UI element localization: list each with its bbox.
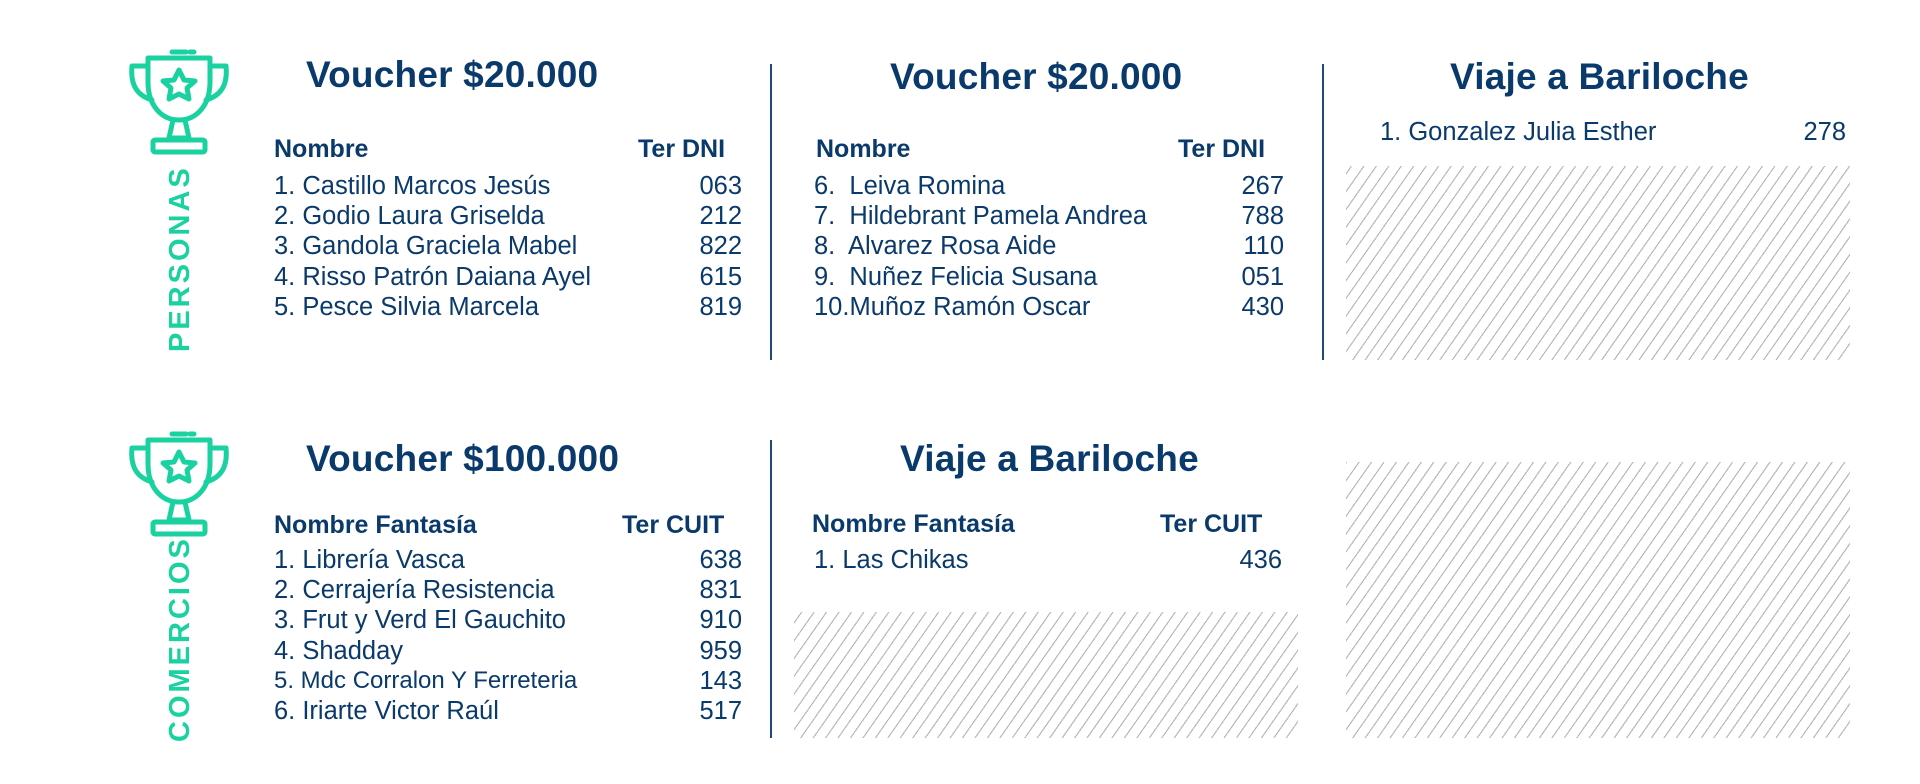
winner-id: 959 [699,636,742,665]
winner-id: 910 [699,606,742,635]
winner-name: 1. Castillo Marcos Jesús [274,172,551,200]
list-item [814,201,1284,231]
winner-id: 517 [699,697,742,726]
winner-id: 051 [1241,262,1284,291]
column-header-name: Nombre [274,135,369,163]
list-item [274,666,742,696]
winner-id: 143 [699,666,742,695]
list-item [274,575,742,605]
empty-hatched-area [1346,166,1850,360]
winner-name: 3. Frut y Verd El Gauchito [274,606,566,635]
winner-id: 638 [699,546,742,574]
winner-id: 822 [699,232,742,261]
panel-title: Voucher $20.000 [306,54,599,95]
column-header-name: Nombre Fantasía [274,511,477,539]
panel-title: Viaje a Bariloche [1450,56,1749,97]
trophy-star-icon [126,48,232,156]
winner-id: 212 [699,202,742,231]
winners-list [814,171,1284,322]
list-item [274,171,742,201]
winner-name: 10.Muñoz Ramón Oscar [814,292,1091,321]
panel-title: Viaje a Bariloche [900,438,1199,479]
winner-name: 4. Shadday [274,636,404,665]
list-item [1380,117,1846,147]
list-item [274,605,742,635]
winners-list [274,545,742,726]
winner-id: 831 [699,576,742,605]
winner-name: 8. Alvarez Rosa Aide [814,232,1057,261]
winners-list [1380,117,1846,147]
empty-hatched-area [1346,462,1850,738]
winner-name: 7. Hildebrant Pamela Andrea [814,202,1148,231]
winner-name: 5. Pesce Silvia Marcela [274,292,540,321]
list-item [274,292,742,322]
column-header-name: Nombre [816,135,911,163]
list-item [274,696,742,726]
empty-hatched-area [794,612,1298,738]
list-item [274,231,742,261]
panel-title: Voucher $20.000 [890,56,1183,97]
winner-name: 3. Gandola Graciela Mabel [274,232,578,261]
winner-name: 6. Leiva Romina [814,172,1006,200]
divider [770,64,772,360]
list-item [274,545,742,575]
winner-id: 788 [1241,202,1284,231]
list-item [814,171,1284,201]
list-item [814,262,1284,292]
winners-list [814,545,1282,575]
section-label-personas: PERSONAS [164,165,196,352]
divider [770,440,772,738]
winner-name: 2. Cerrajería Resistencia [274,576,555,605]
winner-id: 436 [1239,546,1282,574]
trophy-star-icon [126,430,232,538]
divider [1322,64,1324,360]
list-item [274,201,742,231]
list-item [274,262,742,292]
winner-name: 1. Librería Vasca [274,546,465,574]
column-header-id: Ter CUIT [1160,510,1263,538]
winner-id: 267 [1241,172,1284,200]
winner-name: 5. Mdc Corralon Y Ferreteria [274,666,578,694]
winner-name: 1. Gonzalez Julia Esther [1380,118,1657,146]
winner-id: 278 [1803,118,1846,146]
winner-name: 6. Iriarte Victor Raúl [274,697,499,726]
winner-name: 4. Risso Patrón Daiana Ayel [274,262,592,291]
column-header-name: Nombre Fantasía [812,510,1015,538]
winner-id: 430 [1241,292,1284,321]
winner-name: 1. Las Chikas [814,546,969,574]
winners-list [274,171,742,322]
column-header-id: Ter DNI [1178,135,1266,163]
winner-id: 110 [1243,232,1284,261]
list-item [814,545,1282,575]
column-header-id: Ter CUIT [622,511,725,539]
winner-name: 2. Godio Laura Griselda [274,202,545,231]
winner-id: 615 [699,262,742,291]
panel-title: Voucher $100.000 [306,438,620,479]
list-item [814,292,1284,322]
winner-id: 819 [699,292,742,321]
winner-name: 9. Nuñez Felicia Susana [814,262,1098,291]
section-label-comercios: COMERCIOS [164,536,196,742]
column-header-id: Ter DNI [638,135,726,163]
list-item [814,231,1284,261]
list-item [274,636,742,666]
winner-id: 063 [699,172,742,200]
